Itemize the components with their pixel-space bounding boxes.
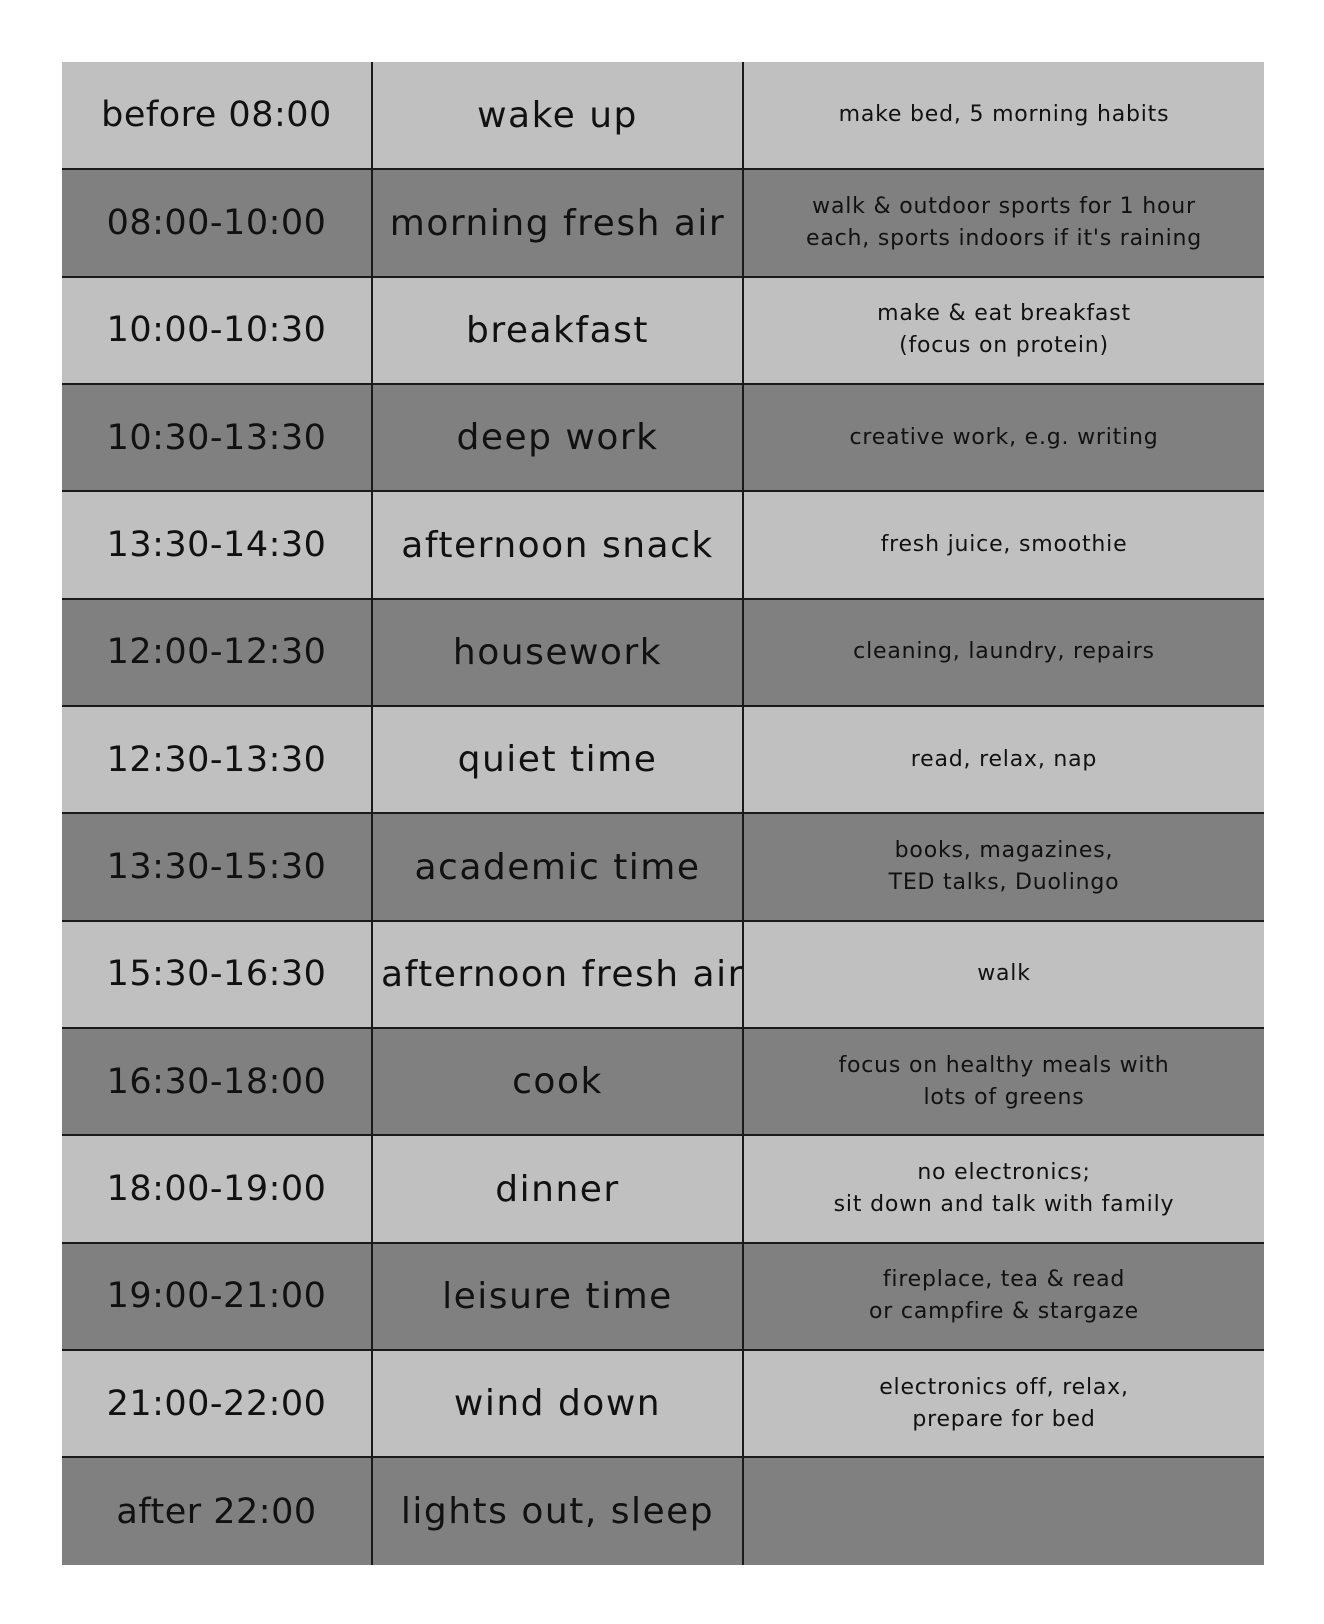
schedule-row — [62, 1350, 1264, 1457]
activity-cell: academic time — [372, 813, 743, 920]
schedule-row — [62, 277, 1264, 384]
note-cell: focus on healthy meals with lots of greens — [743, 1028, 1264, 1135]
time-cell: 18:00-19:00 — [62, 1135, 372, 1242]
activity-cell: afternoon fresh air — [372, 921, 743, 1028]
note-cell: no electronics; sit down and talk with family — [743, 1135, 1264, 1242]
activity-cell: quiet time — [372, 706, 743, 813]
activity-cell: deep work — [372, 384, 743, 491]
activity-cell: afternoon snack — [372, 491, 743, 598]
note-cell: books, magazines, TED talks, Duolingo — [743, 813, 1264, 920]
schedule-row — [62, 1028, 1264, 1135]
time-cell: 12:30-13:30 — [62, 706, 372, 813]
note-cell: walk — [743, 921, 1264, 1028]
time-cell: 16:30-18:00 — [62, 1028, 372, 1135]
note-cell: read, relax, nap — [743, 706, 1264, 813]
note-cell: fresh juice, smoothie — [743, 491, 1264, 598]
schedule-row — [62, 169, 1264, 276]
note-cell: cleaning, laundry, repairs — [743, 599, 1264, 706]
activity-cell: morning fresh air — [372, 169, 743, 276]
schedule-row — [62, 1135, 1264, 1242]
time-cell: 15:30-16:30 — [62, 921, 372, 1028]
note-cell: walk & outdoor sports for 1 hour each, sports indoors if it's raining — [743, 169, 1264, 276]
activity-cell: lights out, sleep — [372, 1457, 743, 1565]
schedule-row — [62, 1457, 1264, 1565]
activity-cell: leisure time — [372, 1243, 743, 1350]
note-cell: creative work, e.g. writing — [743, 384, 1264, 491]
time-cell: 12:00-12:30 — [62, 599, 372, 706]
time-cell: 08:00-10:00 — [62, 169, 372, 276]
schedule-row — [62, 62, 1264, 169]
schedule-row — [62, 384, 1264, 491]
activity-cell: wake up — [372, 62, 743, 169]
note-cell: electronics off, relax, prepare for bed — [743, 1350, 1264, 1457]
daily-schedule-table — [62, 62, 1264, 1565]
activity-cell: cook — [372, 1028, 743, 1135]
time-cell: 13:30-14:30 — [62, 491, 372, 598]
activity-cell: housework — [372, 599, 743, 706]
schedule-row — [62, 599, 1264, 706]
schedule-row — [62, 491, 1264, 598]
schedule-row — [62, 1243, 1264, 1350]
note-cell: make bed, 5 morning habits — [743, 62, 1264, 169]
schedule-row — [62, 921, 1264, 1028]
time-cell: after 22:00 — [62, 1457, 372, 1565]
time-cell: 10:00-10:30 — [62, 277, 372, 384]
time-cell: 19:00-21:00 — [62, 1243, 372, 1350]
time-cell: 21:00-22:00 — [62, 1350, 372, 1457]
time-cell: 13:30-15:30 — [62, 813, 372, 920]
time-cell: before 08:00 — [62, 62, 372, 169]
note-cell — [743, 1457, 1264, 1565]
activity-cell: breakfast — [372, 277, 743, 384]
schedule-row — [62, 706, 1264, 813]
schedule-row — [62, 813, 1264, 920]
activity-cell: wind down — [372, 1350, 743, 1457]
activity-cell: dinner — [372, 1135, 743, 1242]
time-cell: 10:30-13:30 — [62, 384, 372, 491]
note-cell: fireplace, tea & read or campfire & stargaze — [743, 1243, 1264, 1350]
note-cell: make & eat breakfast (focus on protein) — [743, 277, 1264, 384]
